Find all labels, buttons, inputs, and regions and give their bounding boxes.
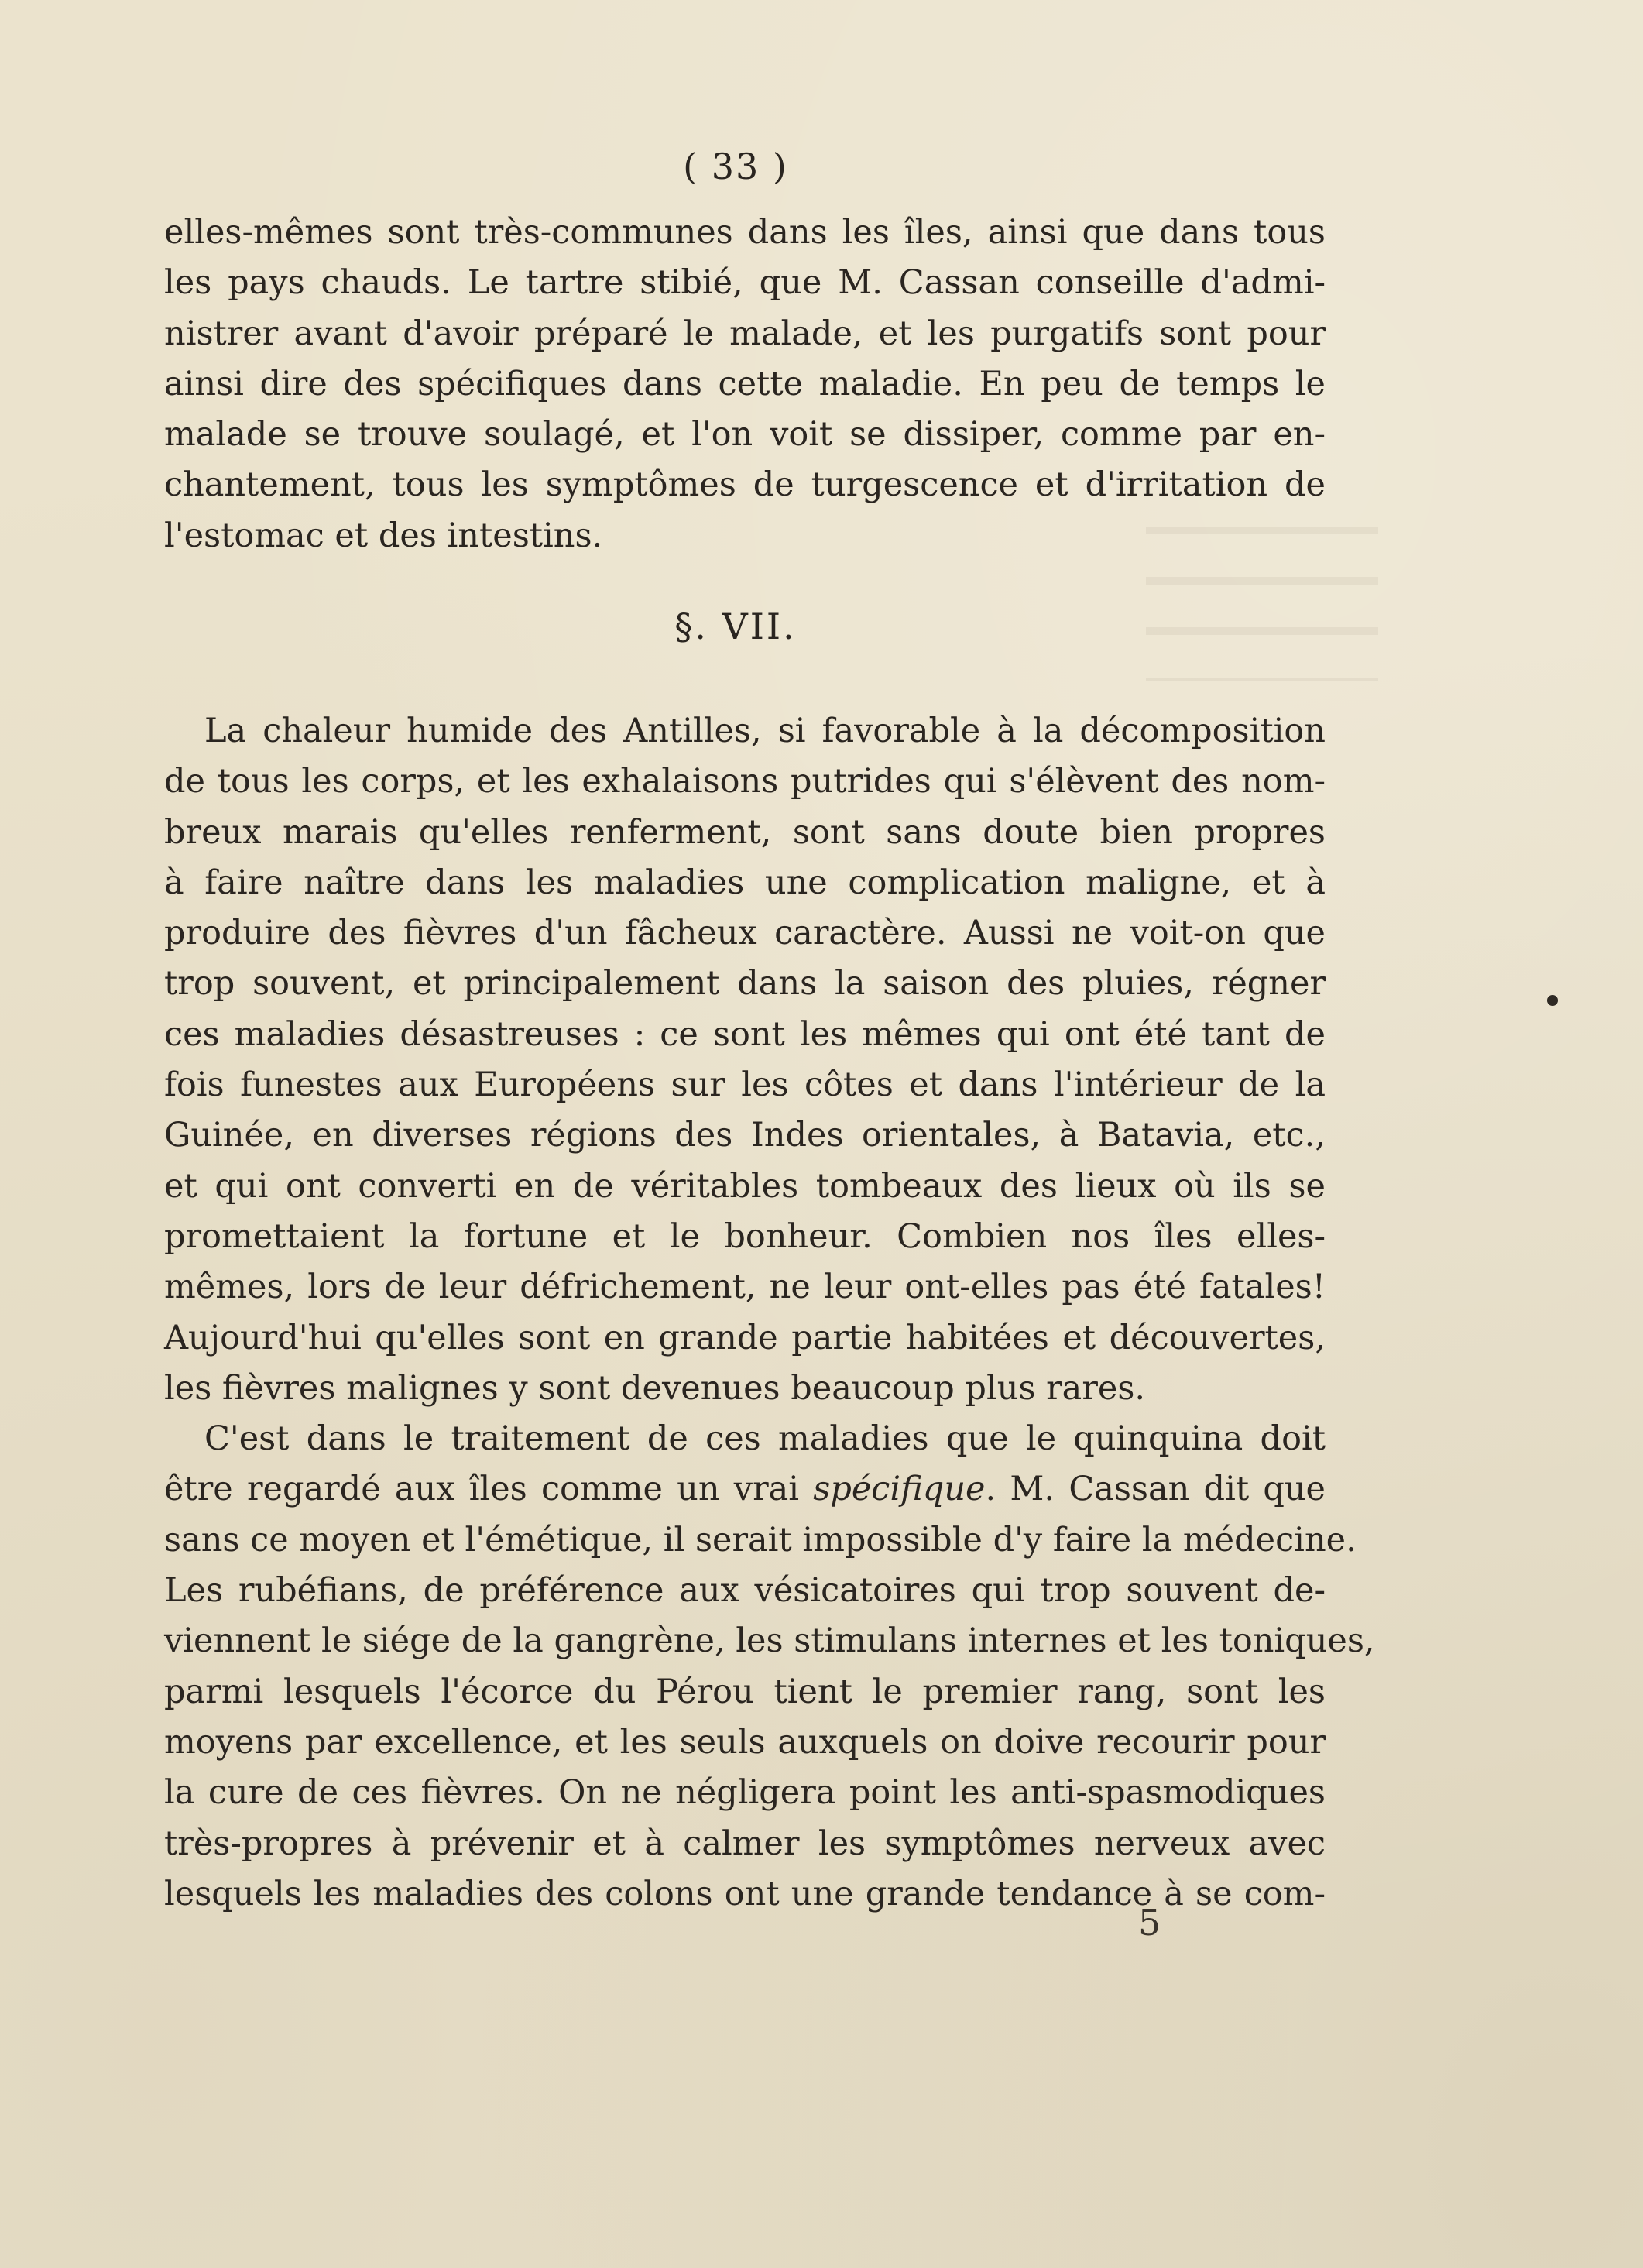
text-line: elles-mêmes sont très-communes dans les îles, ainsi que dans tous	[164, 213, 1326, 252]
text-line: les fièvres malignes y sont devenues beaucoup plus rares.	[164, 1368, 1146, 1408]
text-line: la cure de ces fièvres. On ne négligera point les anti-spasmodiques	[164, 1773, 1326, 1813]
italic-term: spécifique	[813, 1470, 986, 1509]
signature-mark: 5	[1138, 1902, 1161, 1944]
text-line: viennent le siége de la gangrène, les stimulans internes et les toniques,	[164, 1621, 1375, 1661]
ink-spot	[1547, 995, 1558, 1006]
text-run: . M. Cassan dit que	[985, 1470, 1326, 1509]
text-line: C'est dans le traitement de ces maladies que le quinquina doit	[204, 1419, 1326, 1459]
text-line: Guinée, en diverses régions des Indes orientales, à Batavia, etc.,	[164, 1116, 1326, 1155]
text-line: malade se trouve soulagé, et l'on voit se dissiper, comme par en-	[164, 415, 1326, 455]
page-number: ( 33 )	[683, 146, 788, 187]
text-line: les pays chauds. Le tartre stibié, que M. Cassan conseille d'admi-	[164, 263, 1326, 303]
text-line: de tous les corps, et les exhalaisons putrides qui s'élèvent des nom-	[164, 762, 1326, 801]
text-run: être regardé aux îles comme un vrai	[164, 1470, 814, 1509]
text-line: à faire naître dans les maladies une complication maligne, et à	[164, 863, 1326, 902]
text-line-with-italic	[164, 1464, 1326, 1515]
section-heading: §. VII.	[674, 606, 797, 647]
text-line: breux marais qu'elles renferment, sont sans doute bien propres	[164, 812, 1326, 852]
text-line: mêmes, lors de leur défrichement, ne leur ont-elles pas été fatales!	[164, 1268, 1326, 1307]
paragraph-1	[164, 208, 1326, 561]
text-line: et qui ont converti en de véritables tombeaux des lieux où ils se	[164, 1166, 1326, 1206]
text-line: La chaleur humide des Antilles, si favorable à la décomposition	[204, 712, 1326, 750]
text-line: produire des fièvres d'un fâcheux caractère. Aussi ne voit-on que	[164, 914, 1326, 953]
text-line: l'estomac et des intestins.	[164, 516, 603, 555]
text-line: trop souvent, et principalement dans la saison des pluies, régner	[164, 964, 1326, 1004]
text-line: très-propres à prévenir et à calmer les symptômes nerveux avec	[164, 1824, 1326, 1863]
text-line: ainsi dire des spécifiques dans cette maladie. En peu de temps le	[164, 364, 1326, 403]
text-line: Aujourd'hui qu'elles sont en grande partie habitées et découvertes,	[164, 1318, 1326, 1357]
text-line: nistrer avant d'avoir préparé le malade, et les purgatifs sont pour	[164, 314, 1326, 353]
text-line: chantement, tous les symptômes de turgescence et d'irritation de	[164, 465, 1326, 505]
text-line: parmi lesquels l'écorce du Pérou tient le premier rang, sont les	[164, 1672, 1326, 1711]
text-line: Les rubéfians, de préférence aux vésicatoires qui trop souvent de-	[164, 1571, 1326, 1611]
text-line: moyens par excellence, et les seuls auxquels on doive recourir pour	[164, 1722, 1326, 1762]
paragraph-2-and-3	[164, 706, 1375, 1920]
text-line: sans ce moyen et l'émétique, il serait impossible d'y faire la médecine.	[164, 1520, 1357, 1559]
text-line: lesquels les maladies des colons ont une grande tendance à se com-	[164, 1874, 1326, 1913]
text-line: fois funestes aux Européens sur les côtes et dans l'intérieur de la	[164, 1065, 1326, 1105]
text-line: ces maladies désastreuses : ce sont les mêmes qui ont été tant de	[164, 1014, 1326, 1054]
text-line: promettaient la fortune et le bonheur. Combien nos îles elles-	[164, 1216, 1326, 1256]
